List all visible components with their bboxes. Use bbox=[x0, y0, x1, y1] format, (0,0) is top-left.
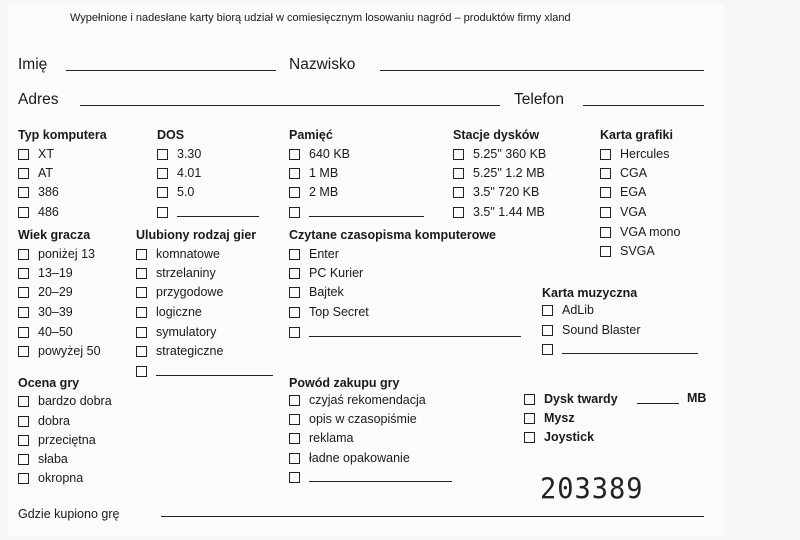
rodzaj-gier-title: Ulubiony rodzaj gier bbox=[136, 228, 257, 242]
nazwisko-label: Nazwisko bbox=[289, 56, 356, 73]
checkbox[interactable] bbox=[289, 268, 300, 279]
option-pamiec-other[interactable] bbox=[289, 204, 424, 220]
option-wiek-4[interactable]: 30–39 bbox=[18, 304, 73, 320]
checkbox[interactable] bbox=[157, 207, 168, 218]
checkbox[interactable] bbox=[600, 207, 611, 218]
option-okropna[interactable]: okropna bbox=[18, 470, 83, 486]
option-vga-mono[interactable]: VGA mono bbox=[600, 224, 680, 240]
czasopisma-title: Czytane czasopisma komputerowe bbox=[289, 228, 497, 242]
option-bajtek[interactable]: Bajtek bbox=[289, 284, 344, 300]
checkbox[interactable] bbox=[453, 149, 464, 160]
checkbox[interactable] bbox=[136, 287, 147, 298]
checkbox[interactable] bbox=[289, 433, 300, 444]
checkbox[interactable] bbox=[18, 207, 29, 218]
option-dobra[interactable]: dobra bbox=[18, 413, 70, 429]
option-wiek-3[interactable]: 20–29 bbox=[18, 284, 73, 300]
checkbox[interactable] bbox=[18, 168, 29, 179]
option-svga[interactable]: SVGA bbox=[600, 243, 655, 259]
checkbox[interactable] bbox=[453, 168, 464, 179]
gdzie-field[interactable] bbox=[161, 516, 704, 517]
option-ega[interactable]: EGA bbox=[600, 184, 646, 200]
checkbox[interactable] bbox=[18, 327, 29, 338]
checkbox[interactable] bbox=[18, 187, 29, 198]
option-mysz[interactable]: Mysz bbox=[524, 410, 575, 426]
option-komnatowe[interactable]: komnatowe bbox=[136, 246, 220, 262]
czasopisma-other-field[interactable] bbox=[309, 324, 521, 337]
checkbox[interactable] bbox=[542, 344, 553, 355]
option-dos-other[interactable] bbox=[157, 204, 259, 220]
checkbox[interactable] bbox=[542, 305, 553, 316]
checkbox[interactable] bbox=[289, 472, 300, 483]
checkbox[interactable] bbox=[18, 396, 29, 407]
option-przecietna[interactable]: przeciętna bbox=[18, 432, 96, 448]
powod-title: Powód zakupu gry bbox=[289, 376, 400, 390]
card-header-text: Wypełnione i nadesłane karty biorą udział w comiesięcznym losowaniu nagród – produktów firmy xland bbox=[70, 12, 571, 24]
option-sound-blaster[interactable]: Sound Blaster bbox=[542, 322, 641, 338]
adres-field[interactable] bbox=[80, 105, 500, 106]
checkbox[interactable] bbox=[600, 168, 611, 179]
option-muzyczna-other[interactable] bbox=[542, 341, 698, 357]
checkbox[interactable] bbox=[18, 473, 29, 484]
checkbox[interactable] bbox=[18, 435, 29, 446]
checkbox[interactable] bbox=[289, 414, 300, 425]
karta-grafiki-title: Karta grafiki bbox=[600, 128, 673, 142]
checkbox[interactable] bbox=[289, 187, 300, 198]
dos-title: DOS bbox=[157, 128, 185, 142]
checkbox[interactable] bbox=[18, 287, 29, 298]
pamiec-other-field[interactable] bbox=[309, 204, 424, 217]
checkbox[interactable] bbox=[136, 346, 147, 357]
option-powod-other[interactable] bbox=[289, 469, 452, 485]
option-dos-50[interactable]: 5.0 bbox=[157, 184, 194, 200]
option-dos-401[interactable]: 4.01 bbox=[157, 165, 201, 181]
checkbox[interactable] bbox=[18, 249, 29, 260]
dysk-unit-label: MB bbox=[687, 391, 707, 405]
option-dysk-twardy[interactable]: Dysk twardy bbox=[524, 391, 618, 407]
checkbox[interactable] bbox=[136, 249, 147, 260]
checkbox[interactable] bbox=[18, 346, 29, 357]
checkbox[interactable] bbox=[136, 307, 147, 318]
option-640kb[interactable]: 640 KB bbox=[289, 146, 350, 162]
option-2mb[interactable]: 2 MB bbox=[289, 184, 338, 200]
option-przygodowe[interactable]: przygodowe bbox=[136, 284, 223, 300]
option-hercules[interactable]: Hercules bbox=[600, 146, 669, 162]
option-enter[interactable]: Enter bbox=[289, 246, 339, 262]
option-386[interactable]: 386 bbox=[18, 184, 59, 200]
dos-other-field[interactable] bbox=[177, 204, 259, 217]
checkbox[interactable] bbox=[600, 149, 611, 160]
checkbox[interactable] bbox=[453, 207, 464, 218]
checkbox[interactable] bbox=[524, 413, 535, 424]
imie-field[interactable] bbox=[66, 70, 276, 71]
checkbox[interactable] bbox=[289, 207, 300, 218]
option-dos-330[interactable]: 3.30 bbox=[157, 146, 201, 162]
checkbox[interactable] bbox=[157, 168, 168, 179]
option-pc-kurier[interactable]: PC Kurier bbox=[289, 265, 363, 281]
option-logiczne[interactable]: logiczne bbox=[136, 304, 202, 320]
checkbox[interactable] bbox=[289, 395, 300, 406]
checkbox[interactable] bbox=[136, 366, 147, 377]
option-top-secret[interactable]: Top Secret bbox=[289, 304, 369, 320]
powod-other-field[interactable] bbox=[309, 469, 452, 482]
wiek-title: Wiek gracza bbox=[18, 228, 91, 242]
option-opakowanie[interactable]: ładne opakowanie bbox=[289, 450, 410, 466]
nazwisko-field[interactable] bbox=[380, 70, 704, 71]
option-486[interactable]: 486 bbox=[18, 204, 59, 220]
option-35-720[interactable]: 3.5" 720 KB bbox=[453, 184, 539, 200]
checkbox[interactable] bbox=[18, 416, 29, 427]
option-525-360[interactable]: 5.25" 360 KB bbox=[453, 146, 546, 162]
option-rodzaj-other[interactable] bbox=[136, 363, 273, 379]
adres-label: Adres bbox=[18, 91, 59, 108]
checkbox[interactable] bbox=[289, 249, 300, 260]
checkbox[interactable] bbox=[600, 227, 611, 238]
option-rekomendacja[interactable]: czyjaś rekomendacja bbox=[289, 392, 426, 408]
checkbox[interactable] bbox=[18, 307, 29, 318]
option-adlib[interactable]: AdLib bbox=[542, 302, 594, 318]
checkbox[interactable] bbox=[289, 168, 300, 179]
option-opis[interactable]: opis w czasopiśmie bbox=[289, 411, 417, 427]
option-czasopisma-other[interactable] bbox=[289, 324, 521, 340]
option-xt[interactable]: XT bbox=[18, 146, 54, 162]
option-bardzo-dobra[interactable]: bardzo dobra bbox=[18, 393, 112, 409]
checkbox[interactable] bbox=[600, 246, 611, 257]
dysk-size-field[interactable] bbox=[637, 403, 679, 404]
checkbox[interactable] bbox=[600, 187, 611, 198]
rodzaj-other-field[interactable] bbox=[156, 363, 273, 376]
option-wiek-2[interactable]: 13–19 bbox=[18, 265, 73, 281]
checkbox[interactable] bbox=[18, 454, 29, 465]
telefon-field[interactable] bbox=[583, 105, 704, 106]
checkbox[interactable] bbox=[289, 287, 300, 298]
checkbox[interactable] bbox=[289, 149, 300, 160]
checkbox[interactable] bbox=[289, 453, 300, 464]
pamiec-title: Pamięć bbox=[289, 128, 333, 142]
option-1mb[interactable]: 1 MB bbox=[289, 165, 338, 181]
option-symulatory[interactable]: symulatory bbox=[136, 324, 216, 340]
option-strzelaniny[interactable]: strzelaniny bbox=[136, 265, 216, 281]
checkbox[interactable] bbox=[18, 149, 29, 160]
option-at[interactable]: AT bbox=[18, 165, 53, 181]
checkbox[interactable] bbox=[136, 268, 147, 279]
checkbox[interactable] bbox=[289, 327, 300, 338]
checkbox[interactable] bbox=[453, 187, 464, 198]
serial-number: 203389 bbox=[540, 473, 644, 506]
option-vga[interactable]: VGA bbox=[600, 204, 646, 220]
checkbox[interactable] bbox=[524, 394, 535, 405]
checkbox[interactable] bbox=[542, 325, 553, 336]
imie-label: Imię bbox=[18, 56, 48, 73]
option-strategiczne[interactable]: strategiczne bbox=[136, 343, 223, 359]
option-35-144[interactable]: 3.5" 1.44 MB bbox=[453, 204, 545, 220]
checkbox[interactable] bbox=[289, 307, 300, 318]
option-joystick[interactable]: Joystick bbox=[524, 429, 594, 445]
karta-muzyczna-title: Karta muzyczna bbox=[542, 286, 638, 300]
typ-komputera-title: Typ komputera bbox=[18, 128, 107, 142]
option-wiek-6[interactable]: powyżej 50 bbox=[18, 343, 101, 359]
option-wiek-1[interactable]: poniżej 13 bbox=[18, 246, 95, 262]
option-525-12[interactable]: 5.25" 1.2 MB bbox=[453, 165, 545, 181]
option-slaba[interactable]: słaba bbox=[18, 451, 68, 467]
checkbox[interactable] bbox=[136, 327, 147, 338]
telefon-label: Telefon bbox=[514, 91, 564, 108]
checkbox[interactable] bbox=[157, 187, 168, 198]
stacje-title: Stacje dysków bbox=[453, 128, 540, 142]
checkbox[interactable] bbox=[524, 432, 535, 443]
gdzie-label: Gdzie kupiono grę bbox=[18, 507, 120, 521]
option-wiek-5[interactable]: 40–50 bbox=[18, 324, 73, 340]
checkbox[interactable] bbox=[157, 149, 168, 160]
option-reklama[interactable]: reklama bbox=[289, 430, 353, 446]
checkbox[interactable] bbox=[18, 268, 29, 279]
muzyczna-other-field[interactable] bbox=[562, 341, 698, 354]
option-cga[interactable]: CGA bbox=[600, 165, 647, 181]
ocena-title: Ocena gry bbox=[18, 376, 80, 390]
